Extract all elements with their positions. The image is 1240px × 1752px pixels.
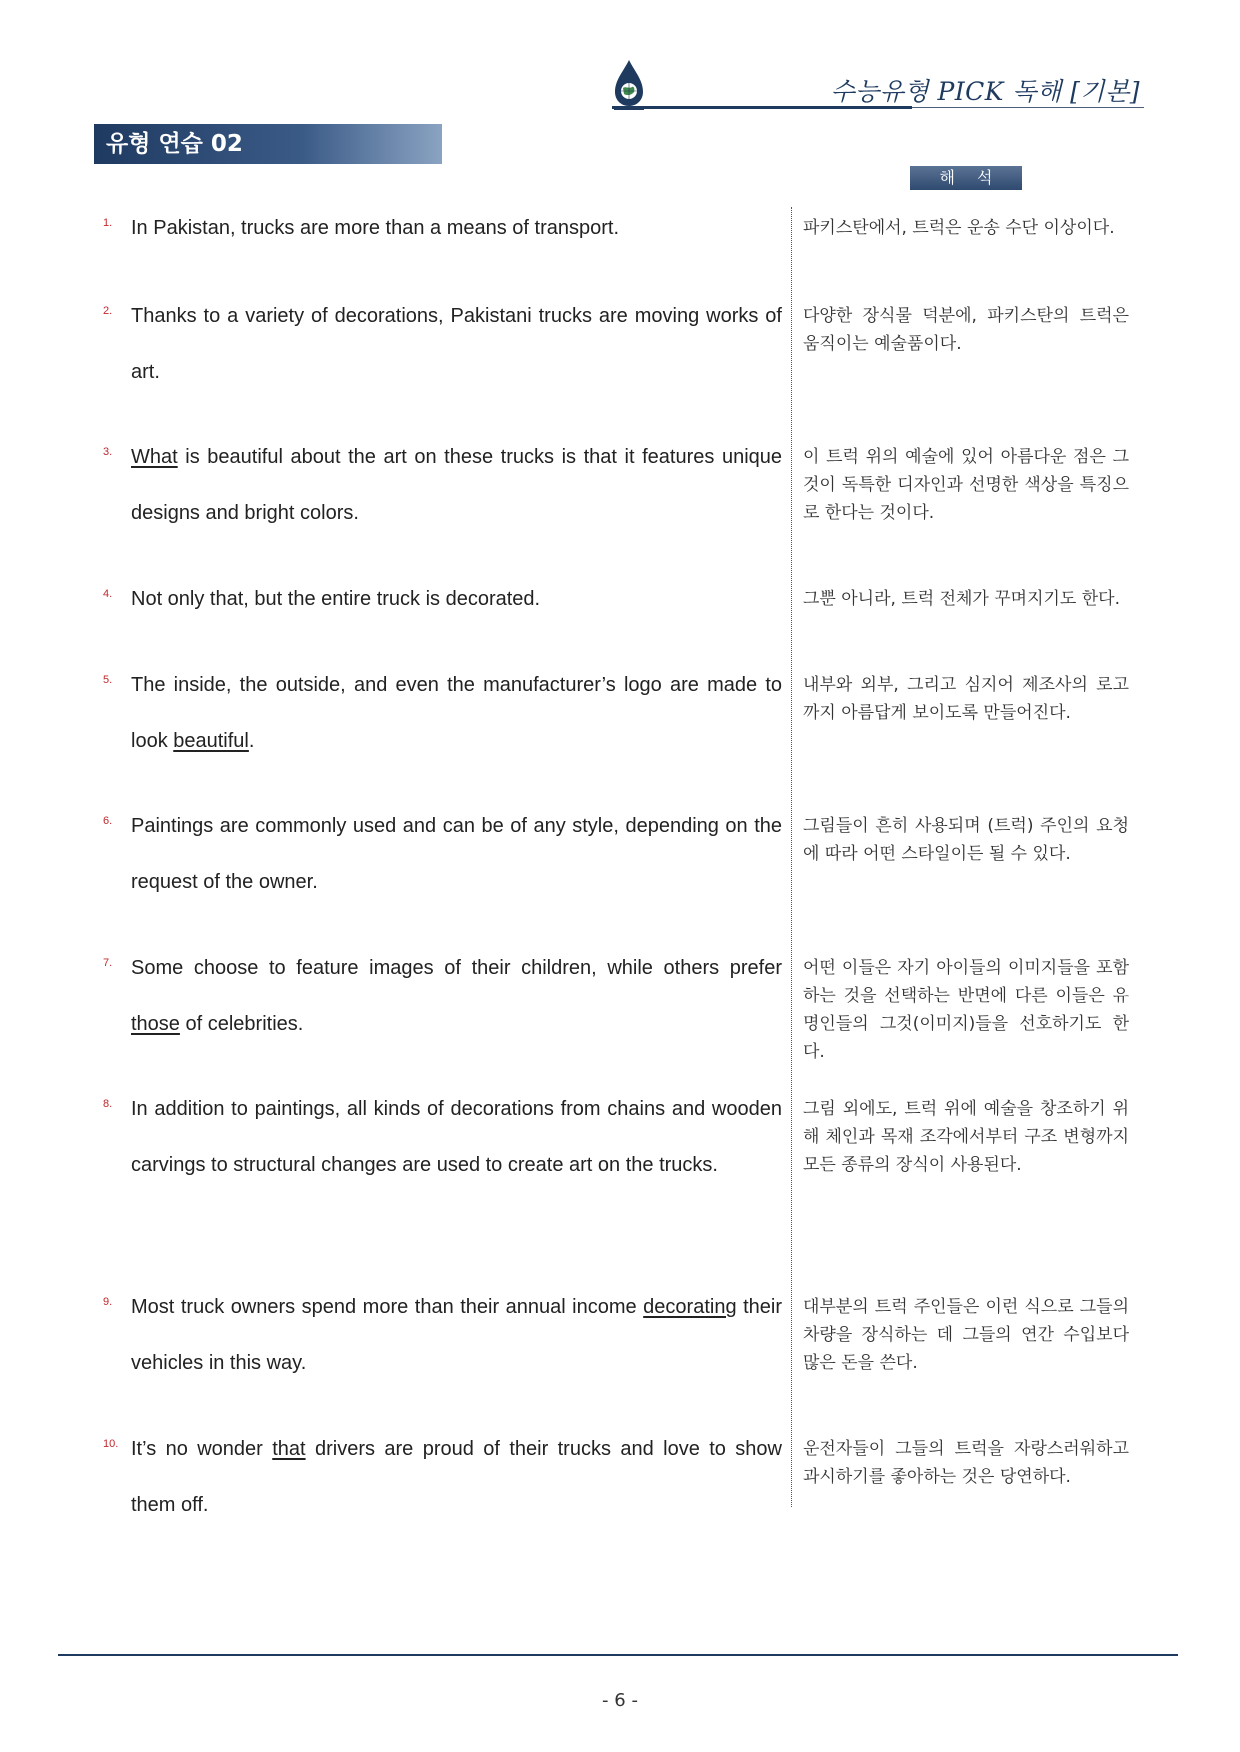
fountain-pen-logo-icon	[612, 58, 646, 112]
korean-translation: 내부와 외부, 그리고 심지어 제조사의 로고까지 아름답게 보이도록 만들어진다.	[803, 675, 1129, 723]
header-rule	[612, 106, 912, 109]
english-sentence: It’s no wonder that drivers are proud of their trucks and love to show them off.	[131, 1438, 782, 1516]
korean-translation: 이 트럭 위의 예술에 있어 아름다운 점은 그것이 독특한 디자인과 선명한 색상을 특징으로 한다는 것이다.	[803, 447, 1129, 523]
sentence-number: 7.	[103, 957, 113, 969]
underlined-word: beautiful	[173, 730, 249, 752]
english-sentence: In Pakistan, trucks are more than a means of transport.	[131, 217, 620, 239]
korean-translation: 운전자들이 그들의 트럭을 자랑스러워하고 과시하기를 좋아하는 것은 당연하다.	[803, 1439, 1129, 1487]
korean-translation: 파키스탄에서, 트럭은 운송 수단 이상이다.	[803, 218, 1115, 238]
english-sentence: The inside, the outside, and even the manufacturer’s logo are made to look beautiful.	[131, 674, 782, 752]
korean-translation: 그뿐 아니라, 트럭 전체가 꾸며지기도 한다.	[803, 589, 1121, 609]
header-rule-thin	[912, 107, 1144, 108]
korean-translation: 그림들이 흔히 사용되며 (트럭) 주인의 요청에 따라 어떤 스타일이든 될 수 있다.	[803, 816, 1129, 864]
english-sentence: Most truck owners spend more than their annual income decorating their vehicles in this way.	[131, 1296, 782, 1374]
sentence-number: 1.	[103, 217, 113, 229]
english-sentence: Some choose to feature images of their children, while others prefer those of celebrities.	[131, 957, 782, 1035]
sentence-number: 8.	[103, 1098, 113, 1110]
translation-label: 해석	[910, 166, 1022, 190]
sentence-number: 4.	[103, 588, 113, 600]
header-title: 수능유형 PICK 독해 [기본]	[830, 77, 1140, 106]
sentence-number: 3.	[103, 446, 113, 458]
korean-translation: 어떤 이들은 자기 아이들의 이미지들을 포함하는 것을 선택하는 반면에 다른 이들은 유명인들의 그것(이미지)들을 선호하기도 한다.	[803, 958, 1129, 1062]
underlined-word: What	[131, 446, 178, 468]
english-sentence: What is beautiful about the art on these trucks is that it features unique designs and bright colors.	[131, 446, 782, 524]
underlined-word: decorating	[643, 1296, 737, 1318]
underlined-word: those	[131, 1013, 180, 1035]
page-number: - 6 -	[602, 1690, 638, 1711]
english-sentence: In addition to paintings, all kinds of decorations from chains and wooden carvings to structural changes are used to create art on the trucks.	[131, 1098, 782, 1176]
column-divider	[791, 207, 792, 1507]
sentence-number: 2.	[103, 305, 113, 317]
section-title: 유형 연습 02	[94, 124, 442, 164]
english-sentence: Not only that, but the entire truck is decorated.	[131, 588, 541, 610]
sentence-number: 6.	[103, 815, 113, 827]
sentence-number: 5.	[103, 674, 113, 686]
korean-translation: 그림 외에도, 트럭 위에 예술을 창조하기 위해 체인과 목재 조각에서부터 구조 변형까지 모든 종류의 장식이 사용된다.	[803, 1099, 1129, 1175]
sentence-number: 10.	[103, 1438, 119, 1450]
english-sentence: Paintings are commonly used and can be of any style, depending on the request of the owner.	[131, 815, 782, 893]
underlined-word: that	[272, 1438, 306, 1460]
english-sentence: Thanks to a variety of decorations, Pakistani trucks are moving works of art.	[131, 305, 782, 383]
sentence-number: 9.	[103, 1296, 113, 1308]
korean-translation: 대부분의 트럭 주인들은 이런 식으로 그들의 차량을 장식하는 데 그들의 연간 수입보다 많은 돈을 쓴다.	[803, 1297, 1129, 1373]
footer-rule	[58, 1654, 1178, 1656]
korean-translation: 다양한 장식물 덕분에, 파키스탄의 트럭은 움직이는 예술품이다.	[803, 306, 1129, 354]
